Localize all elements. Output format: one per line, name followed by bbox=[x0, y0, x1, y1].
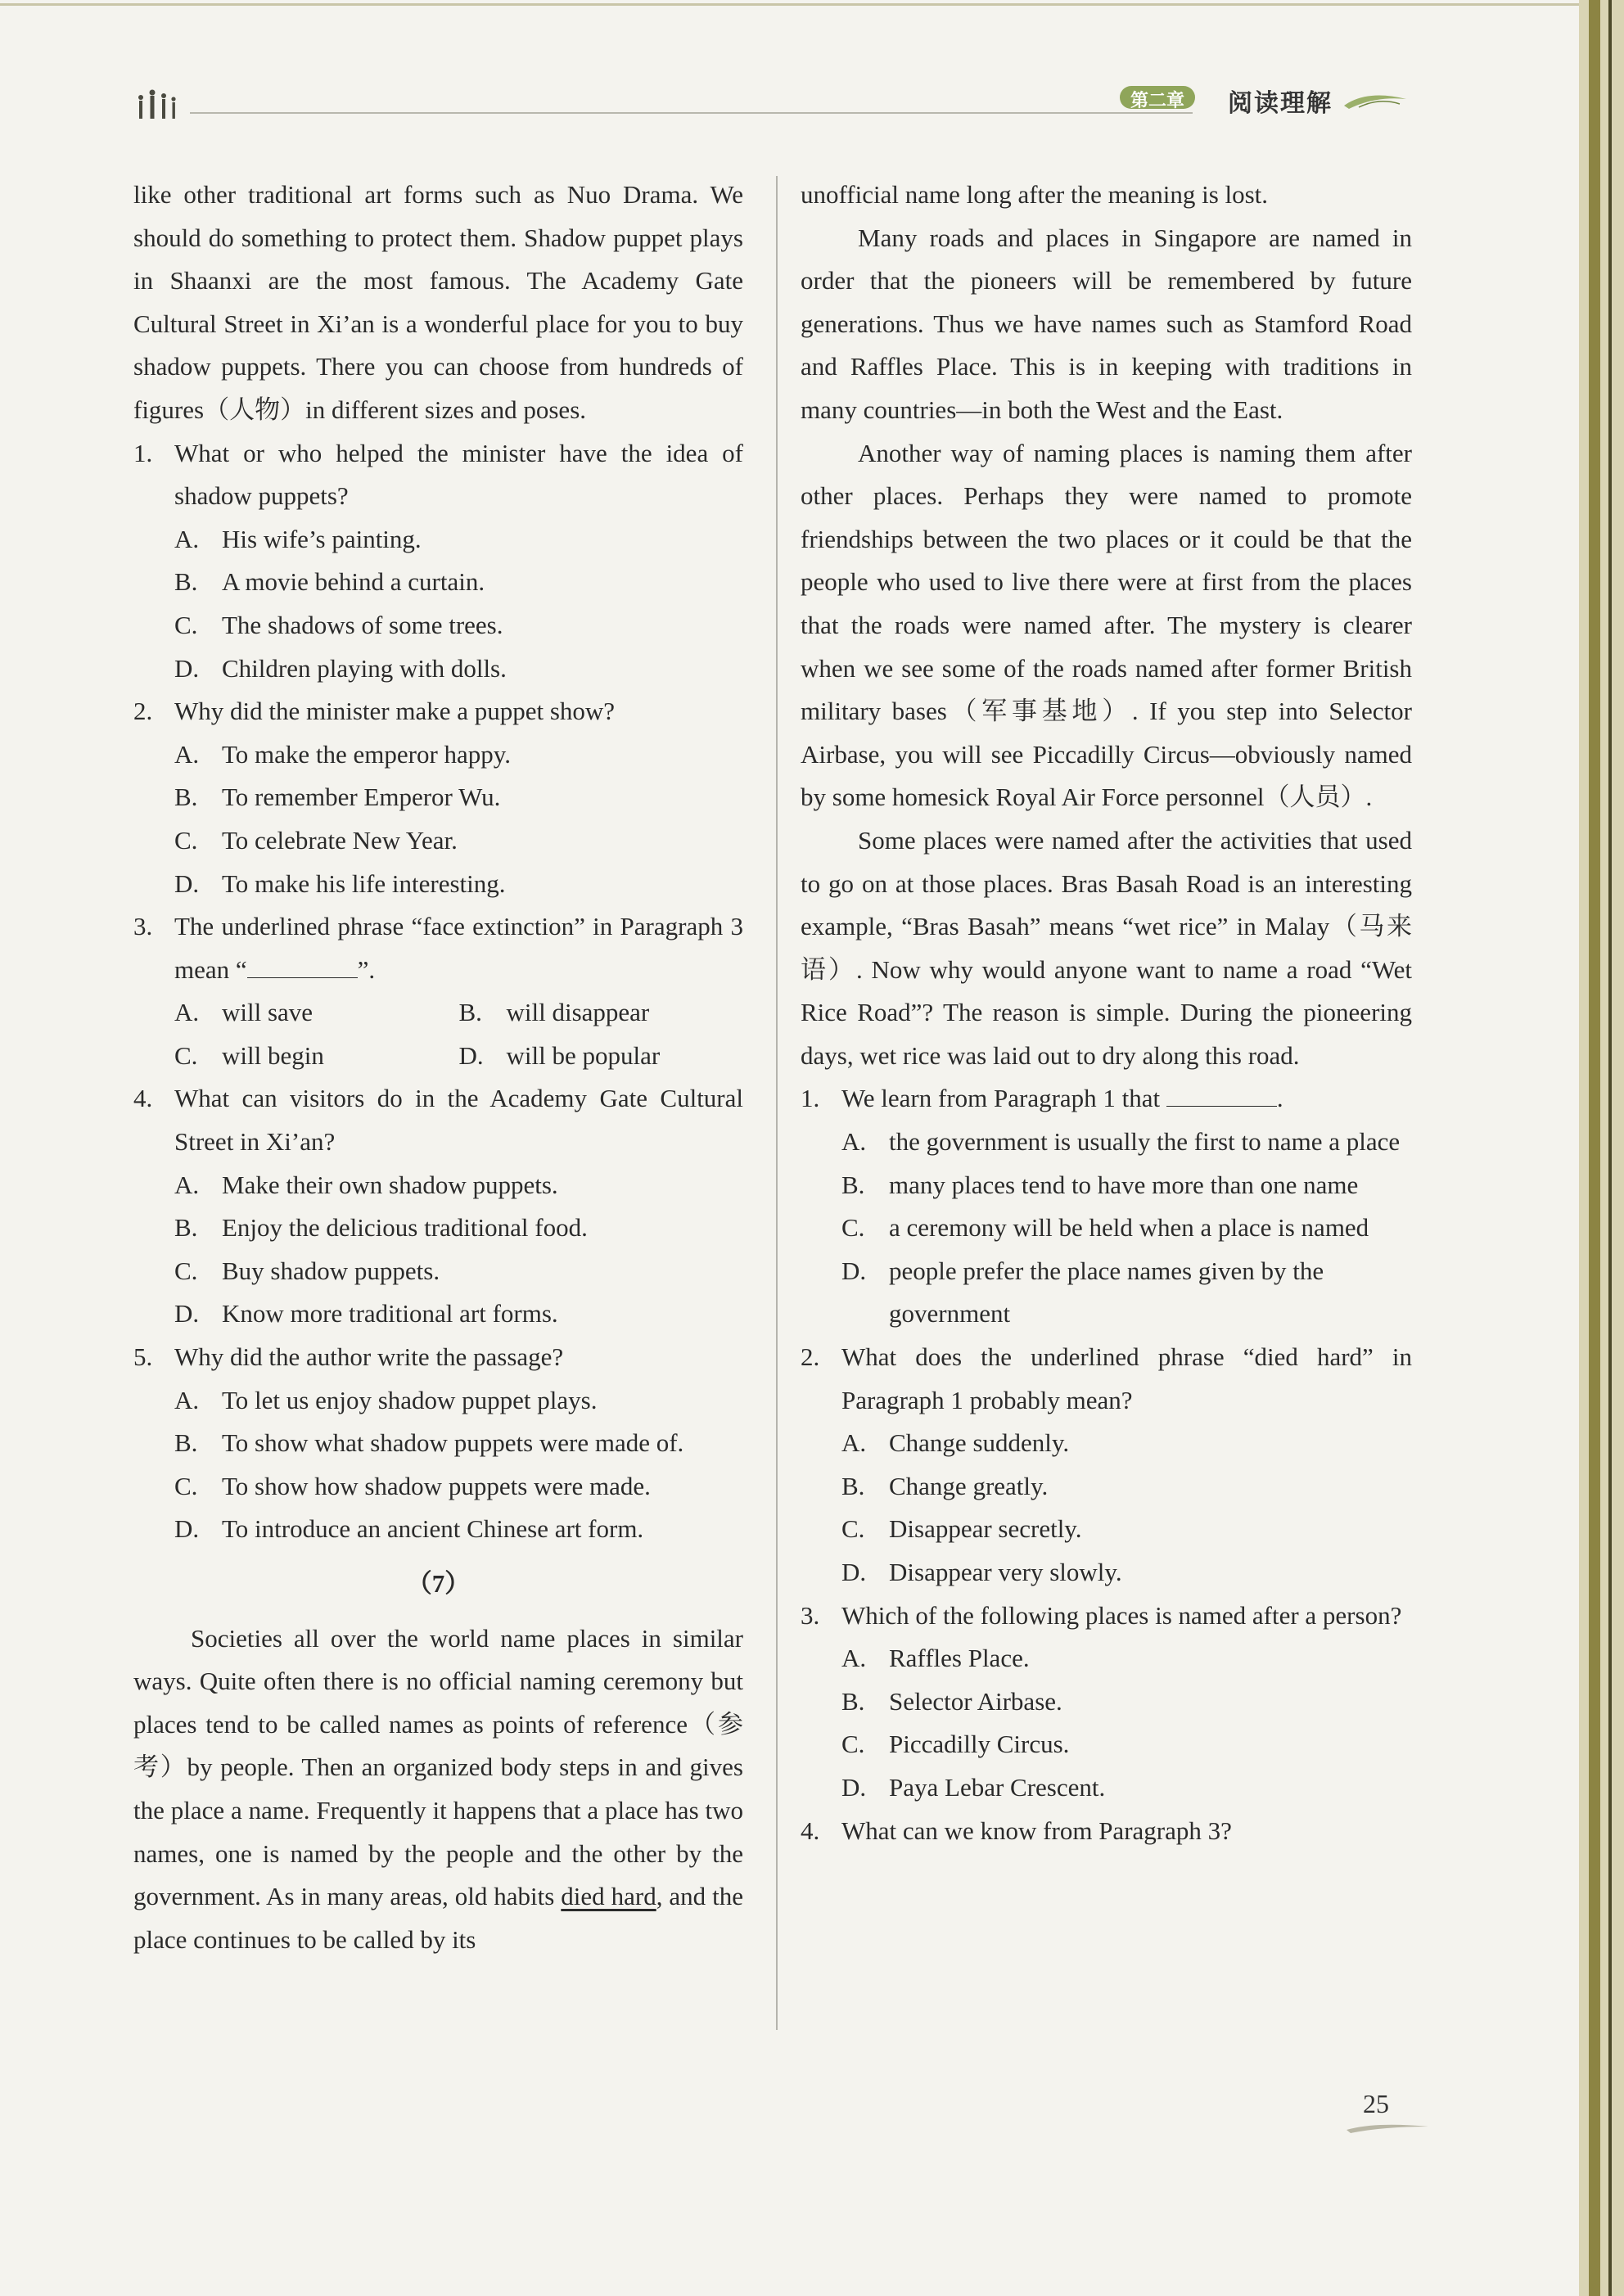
option-letter: C. bbox=[174, 825, 198, 855]
question bbox=[801, 1336, 1412, 1422]
option-letter: B. bbox=[841, 1471, 865, 1500]
option-text: Paya Lebar Crescent. bbox=[889, 1772, 1106, 1802]
option-text: Raffles Place. bbox=[889, 1644, 1030, 1673]
option-text: will begin bbox=[222, 1040, 324, 1070]
option-text: A movie behind a curtain. bbox=[222, 567, 485, 597]
question-text: Which of the following places is named after a person? bbox=[841, 1600, 1402, 1630]
question-text: Why did the author write the passage? bbox=[174, 1342, 564, 1372]
option bbox=[801, 1508, 1412, 1551]
question-text-end: ”. bbox=[357, 954, 376, 984]
option-letter: A. bbox=[841, 1644, 867, 1673]
option-text: His wife’s painting. bbox=[222, 524, 422, 553]
question bbox=[133, 1336, 743, 1379]
option-letter: D. bbox=[174, 653, 200, 683]
paragraph-text-end: , and the place continues to be called by its bbox=[133, 1882, 743, 1954]
option bbox=[801, 1422, 1412, 1465]
chapter-badge bbox=[1120, 81, 1225, 111]
page-header bbox=[115, 78, 1424, 127]
option bbox=[133, 604, 743, 647]
option-text: Piccadilly Circus. bbox=[889, 1730, 1070, 1759]
option-text: will be popular bbox=[506, 1040, 661, 1070]
option bbox=[133, 647, 743, 691]
question-number: 3. bbox=[133, 912, 153, 941]
passage-paragraph: Another way of naming places is naming them after other places. Perhaps they were named to promote friendships between the two places or it could be that the people who used to live there were at first from the places that the roads were named after. The mystery is clearer when we see some of the roads named after former British military bases（军事基地）. If you step into Selector Airbase, you will see Piccadilly Circus—obviously named by some homesick Royal Air Force personnel（人员）. bbox=[801, 438, 1412, 812]
question bbox=[133, 1077, 743, 1163]
binding-line bbox=[1608, 0, 1612, 2296]
option-row bbox=[133, 1035, 743, 1078]
question-text: What can we know from Paragraph 3? bbox=[841, 1816, 1232, 1845]
answer-blank bbox=[247, 953, 358, 978]
page-ornament-icon bbox=[1342, 2120, 1432, 2136]
option-text: will disappear bbox=[506, 998, 650, 1027]
question-number: 5. bbox=[133, 1342, 153, 1372]
question bbox=[801, 1810, 1412, 1853]
option bbox=[133, 1164, 743, 1207]
option-text: The shadows of some trees. bbox=[222, 610, 503, 639]
option-letter: A. bbox=[174, 739, 200, 769]
column-divider bbox=[776, 176, 778, 2030]
question-number: 1. bbox=[133, 438, 153, 467]
option-letter: B. bbox=[174, 783, 198, 812]
option bbox=[174, 1035, 459, 1078]
option-letter: B. bbox=[841, 1686, 865, 1716]
option-letter: D. bbox=[841, 1772, 867, 1802]
question-text: Why did the minister make a puppet show? bbox=[174, 697, 616, 726]
option bbox=[801, 1723, 1412, 1766]
question-block bbox=[133, 1336, 743, 1551]
option-letter: A. bbox=[841, 1127, 867, 1157]
option-letter: D. bbox=[174, 1514, 200, 1544]
option bbox=[801, 1680, 1412, 1724]
option-text: a ceremony will be held when a place is named bbox=[889, 1213, 1369, 1243]
passage-paragraph: Some places were named after the activities that used to go on at those places. Bras Basah Road is an interesting example, “Bras Basah” means “wet rice” in Malay（马来语）. Now why would anyone want to name a road “Wet Rice Road”? The reason is simple. During the pioneering days, wet rice was laid out to dry along this road. bbox=[801, 825, 1412, 1070]
option-text: Change suddenly. bbox=[889, 1428, 1070, 1458]
header-rule bbox=[190, 112, 1193, 114]
question-text: What or who helped the minister have the idea of shadow puppets? bbox=[174, 438, 743, 511]
binding-bar bbox=[1589, 0, 1600, 2296]
question bbox=[133, 690, 743, 733]
option-text: Disappear secretly. bbox=[889, 1514, 1082, 1544]
option-text: To remember Emperor Wu. bbox=[222, 783, 501, 812]
option bbox=[133, 863, 743, 906]
option bbox=[133, 1250, 743, 1293]
option bbox=[133, 1207, 743, 1250]
question-number: 3. bbox=[801, 1600, 820, 1630]
passage-number: （7） bbox=[406, 1569, 471, 1598]
option-row bbox=[133, 991, 743, 1035]
option-text: Buy shadow puppets. bbox=[222, 1256, 440, 1285]
question-block bbox=[801, 1810, 1412, 1853]
option bbox=[174, 991, 459, 1035]
section-title: 阅读理解 bbox=[1228, 90, 1333, 117]
question-number: 1. bbox=[801, 1084, 820, 1113]
option-text: To celebrate New Year. bbox=[222, 825, 458, 855]
underlined-phrase: died hard bbox=[561, 1882, 656, 1911]
option bbox=[801, 1250, 1412, 1336]
option-text: To show what shadow puppets were made of. bbox=[222, 1428, 684, 1458]
option bbox=[801, 1164, 1412, 1207]
option-letter: C. bbox=[174, 610, 198, 639]
option bbox=[801, 1637, 1412, 1680]
option bbox=[459, 991, 744, 1035]
option-text: To show how shadow puppets were made. bbox=[222, 1471, 651, 1500]
option-text: To make his life interesting. bbox=[222, 868, 506, 898]
question-block bbox=[133, 432, 743, 691]
right-column bbox=[801, 174, 1412, 1852]
passage-paragraph bbox=[133, 1617, 743, 1962]
option bbox=[133, 561, 743, 604]
option-letter: C. bbox=[841, 1730, 865, 1759]
paragraph-continuation: unofficial name long after the meaning is lost. bbox=[801, 180, 1269, 209]
option-text: Change greatly. bbox=[889, 1471, 1049, 1500]
option-letter: D. bbox=[841, 1558, 867, 1586]
option-letter: A. bbox=[841, 1428, 867, 1458]
passage-paragraph: Many roads and places in Singapore are named in order that the pioneers will be remembered by future generations. Thus we have names such as Stamford Road and Raffles Place. This is in keeping with traditions in many countries—in both the West and the East. bbox=[801, 223, 1412, 424]
option-letter: D. bbox=[174, 1299, 200, 1328]
question-block bbox=[133, 905, 743, 1077]
option-text: Make their own shadow puppets. bbox=[222, 1170, 558, 1199]
option-text: Disappear very slowly. bbox=[889, 1558, 1122, 1586]
question-number: 4. bbox=[801, 1816, 820, 1845]
option-letter: A. bbox=[174, 1170, 200, 1199]
top-rule bbox=[0, 3, 1580, 6]
option bbox=[133, 1379, 743, 1423]
option-letter: B. bbox=[458, 998, 482, 1027]
question-text-end: . bbox=[1276, 1084, 1283, 1113]
question-block bbox=[133, 1077, 743, 1336]
paragraph-text: Societies all over the world name places in similar ways. Quite often there is no official naming ceremony but places tend to be called names as points of reference（参考）by people. Then an organized body steps in and gives the place a name. Frequently it happens that a place has two names, one is named by the people and the other by the government. As in many areas, old habits bbox=[133, 1623, 743, 1911]
question bbox=[801, 1595, 1412, 1638]
option-letter: A. bbox=[174, 998, 200, 1027]
page-number: 25 bbox=[1363, 2089, 1389, 2118]
option bbox=[133, 1422, 743, 1465]
option bbox=[133, 1508, 743, 1551]
option bbox=[133, 819, 743, 863]
leaf-ornament-icon bbox=[1342, 81, 1408, 114]
question-block bbox=[801, 1336, 1412, 1595]
question-block bbox=[801, 1595, 1412, 1810]
option-text: Know more traditional art forms. bbox=[222, 1299, 558, 1328]
option bbox=[133, 776, 743, 819]
option-letter: A. bbox=[174, 524, 200, 553]
option-text: the government is usually the first to name a place bbox=[889, 1127, 1401, 1157]
question bbox=[133, 432, 743, 518]
option bbox=[133, 1292, 743, 1336]
option-text: many places tend to have more than one name bbox=[889, 1170, 1359, 1199]
option bbox=[133, 1465, 743, 1509]
option-letter: C. bbox=[841, 1213, 865, 1243]
option-text: To make the emperor happy. bbox=[222, 739, 512, 769]
option bbox=[801, 1465, 1412, 1509]
option bbox=[133, 733, 743, 777]
question-number: 4. bbox=[133, 1084, 153, 1113]
question-block bbox=[133, 690, 743, 905]
option-text: Enjoy the delicious traditional food. bbox=[222, 1213, 588, 1243]
question-text: We learn from Paragraph 1 that bbox=[841, 1084, 1161, 1113]
question-block bbox=[801, 1077, 1412, 1336]
option-letter: A. bbox=[174, 1385, 200, 1414]
people-figures-icon bbox=[134, 88, 183, 122]
chapter-label: 第二章 bbox=[1130, 90, 1184, 111]
option bbox=[801, 1551, 1412, 1595]
option-letter: D. bbox=[458, 1040, 484, 1070]
question-text: What does the underlined phrase “died hard” in Paragraph 1 probably mean? bbox=[841, 1342, 1412, 1414]
left-column bbox=[133, 174, 743, 1961]
option bbox=[801, 1207, 1412, 1250]
question-text: What can visitors do in the Academy Gate Cultural Street in Xi’an? bbox=[174, 1084, 743, 1157]
option-letter: D. bbox=[841, 1256, 867, 1285]
option bbox=[133, 518, 743, 562]
option bbox=[801, 1121, 1412, 1164]
option-text: people prefer the place names given by the government bbox=[889, 1256, 1324, 1328]
option-text: Selector Airbase. bbox=[889, 1686, 1062, 1716]
option-letter: C. bbox=[174, 1040, 198, 1070]
option bbox=[459, 1035, 744, 1078]
option-text: will save bbox=[222, 998, 314, 1027]
binding-edge bbox=[1579, 0, 1624, 2296]
option bbox=[801, 1766, 1412, 1810]
option-letter: D. bbox=[174, 868, 200, 898]
option-letter: C. bbox=[841, 1514, 865, 1544]
question bbox=[133, 905, 743, 991]
option-letter: B. bbox=[174, 1428, 198, 1458]
option-letter: B. bbox=[174, 1213, 198, 1243]
option-letter: B. bbox=[174, 567, 198, 597]
option-letter: B. bbox=[841, 1170, 865, 1199]
option-letter: C. bbox=[174, 1256, 198, 1285]
chapter-pill bbox=[1120, 86, 1195, 109]
question-number: 2. bbox=[801, 1342, 820, 1372]
answer-blank bbox=[1166, 1081, 1277, 1107]
option-text: Children playing with dolls. bbox=[222, 653, 507, 683]
question-number: 2. bbox=[133, 697, 153, 726]
intro-paragraph: like other traditional art forms such as Nuo Drama. We should do something to protect them. Shadow puppet plays in Shaanxi are the most famous. The Academy Gate Cultural Street in Xi’an is a wonderful place for you to buy shadow puppets. There you can choose from hundreds of figures（人物）in different sizes and poses. bbox=[133, 180, 743, 424]
question-text: The underlined phrase “face extinction” in Paragraph 3 mean “ bbox=[174, 912, 743, 984]
option-letter: C. bbox=[174, 1471, 198, 1500]
option-text: To introduce an ancient Chinese art form. bbox=[222, 1514, 644, 1544]
option-text: To let us enjoy shadow puppet plays. bbox=[222, 1385, 598, 1414]
question bbox=[801, 1077, 1412, 1121]
